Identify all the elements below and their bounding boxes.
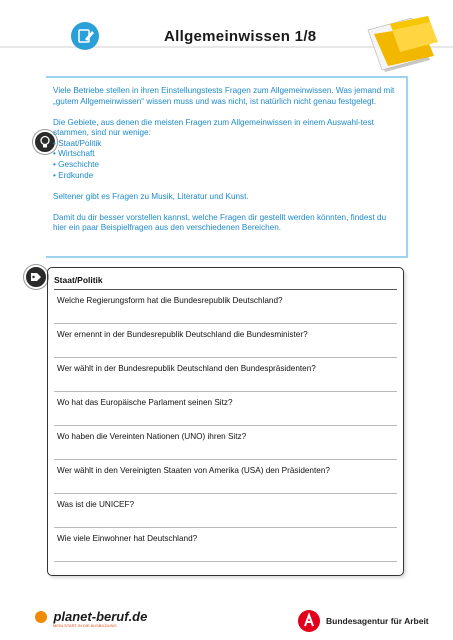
panel-border-right — [406, 76, 408, 258]
page-footer — [0, 598, 453, 640]
planet-beruf-logo — [35, 608, 147, 626]
bundesagentur-icon — [298, 610, 320, 632]
question-row — [54, 358, 397, 392]
list-item: • Geschichte — [53, 160, 398, 171]
list-item: • Wirtschaft — [53, 149, 398, 160]
question-text: Wo haben die Vereinten Nationen (UNO) ihren Sitz? — [57, 432, 247, 441]
tag-icon — [24, 265, 48, 289]
list-item: • Erdkunde — [53, 171, 398, 182]
question-row — [54, 494, 397, 528]
panel-border-top — [46, 76, 408, 78]
question-text: Wer wählt in der Bundesrepublik Deutschland den Bundespräsidenten? — [57, 364, 316, 373]
question-row — [54, 324, 397, 358]
answer-line — [54, 561, 397, 562]
page-title: Allgemeinwissen 1/8 — [164, 28, 317, 45]
question-text: Wo hat das Europäische Parlament seinen Sitz? — [57, 398, 233, 407]
folder-icon — [360, 12, 440, 74]
question-row — [54, 290, 397, 324]
list-item: • Staat/Politik — [53, 139, 398, 150]
question-text: Was ist die UNICEF? — [57, 500, 135, 509]
intro-text — [53, 86, 398, 245]
question-row — [54, 460, 397, 494]
intro-paragraph: Damit du dir besser vorstellen kannst, welche Fragen dir gestellt werden könnten, findest du hier ein paar Beispielfragen aus den verschiedenen Bereichen. — [53, 212, 387, 233]
question-text: Wer wählt in den Vereinigten Staaten von Amerika (USA) den Präsidenten? — [57, 466, 330, 475]
question-text: Wer ernennt in der Bundesrepublik Deutschland die Bundesminister? — [57, 330, 308, 339]
question-text: Wie viele Einwohner hat Deutschland? — [57, 534, 198, 543]
question-box-heading: Staat/Politik — [54, 275, 103, 285]
intro-paragraph: Viele Betriebe stellen in ihren Einstellungstests Fragen zum Allgemeinwissen. Was jemand mit „gutem Allgemeinwissen“ wissen muss und was nicht, ist natürlich nicht genau festgelegt. — [53, 86, 395, 106]
intro-paragraph: Seltener gibt es Fragen zu Musik, Literatur und Kunst. — [53, 191, 249, 201]
question-text: Welche Regierungsform hat die Bundesrepublik Deutschland? — [57, 296, 283, 305]
question-row — [54, 528, 397, 562]
areas-list — [53, 139, 398, 181]
question-row — [54, 392, 397, 426]
panel-border-bottom — [46, 256, 408, 258]
intro-paragraph: Die Gebiete, aus denen die meisten Fragen zum Allgemeinwissen in einem Auswahl-test stammen, sind nur wenige: — [53, 117, 374, 138]
question-box — [47, 267, 404, 576]
bundesagentur-logo-text: Bundesagentur für Arbeit — [326, 616, 429, 626]
planet-beruf-tagline: MEIN START IN DIE AUSBILDUNG — [53, 623, 117, 628]
pencil-icon — [71, 22, 99, 50]
question-row — [54, 426, 397, 460]
planet-beruf-logo-text: planet-beruf.de — [53, 609, 148, 624]
planet-icon — [35, 611, 47, 623]
